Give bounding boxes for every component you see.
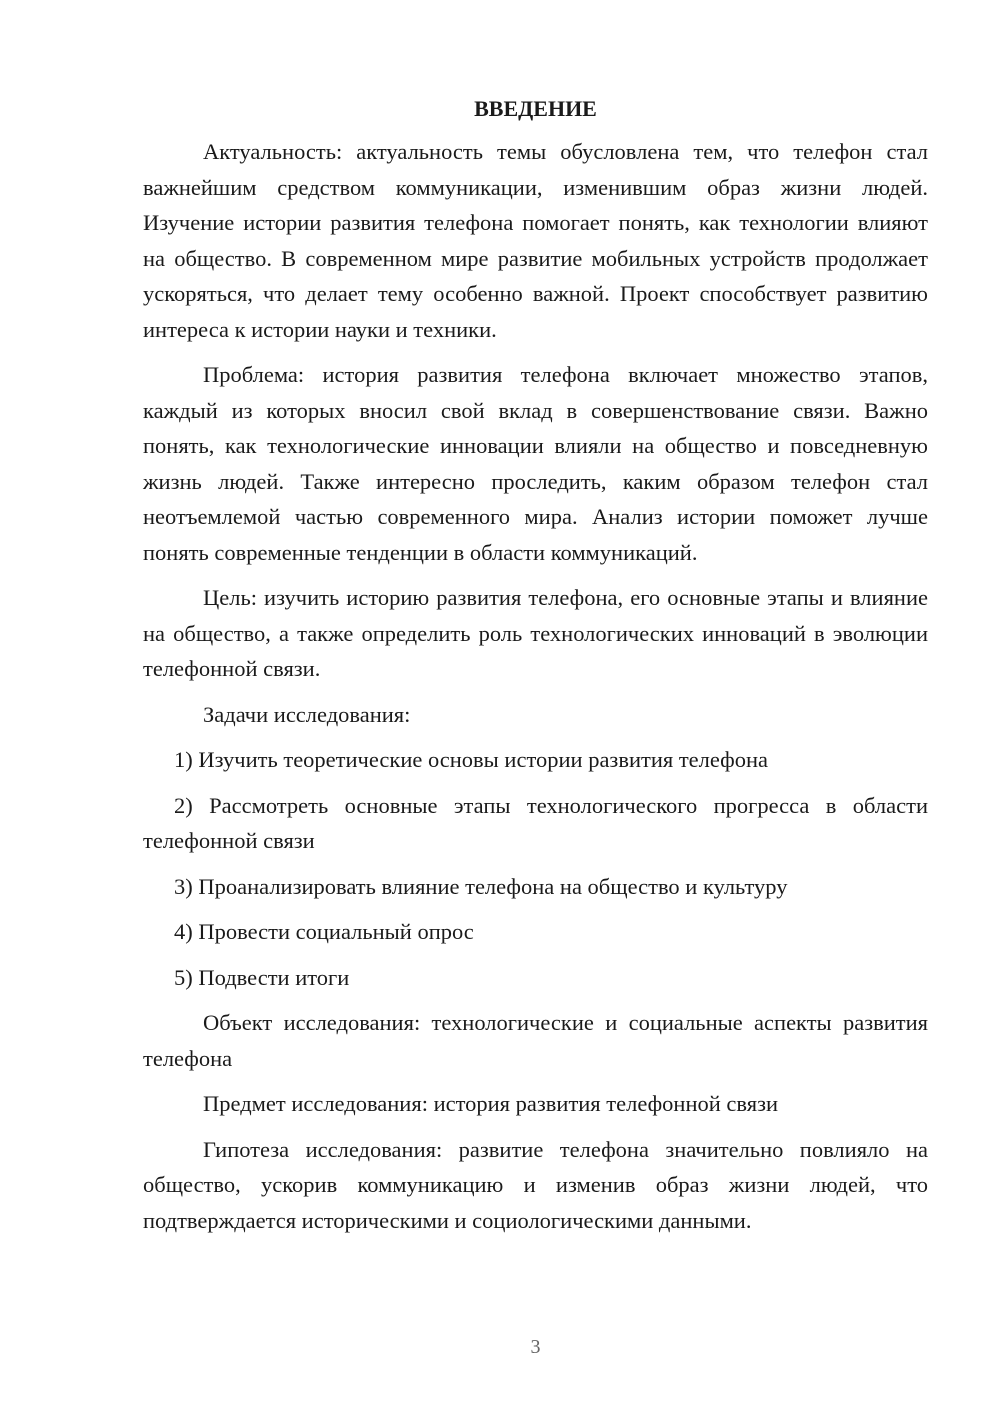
paragraph-subject: Предмет исследования: история развития телефонной связи — [203, 1091, 779, 1116]
tasks-heading: Задачи исследования: — [203, 701, 411, 727]
task-item-3: 3) Проанализировать влияние телефона на общество и культуру — [174, 873, 788, 899]
task-item-1: 1) Изучить теоретические основы истории развития телефона — [174, 747, 768, 772]
paragraph-hypothesis: Гипотеза исследования: развитие телефона значительно повлияло на общество, ускорив коммуникацию и изменив образ жизни людей, что подтверждается историческими и социологическими данными. — [143, 1136, 928, 1233]
section-title: ВВЕДЕНИЕ — [474, 96, 597, 121]
task-item-4: 4) Провести социальный опрос — [174, 919, 474, 944]
page-number: 3 — [530, 1336, 541, 1358]
document-body — [143, 92, 928, 1238]
paragraph-object: Объект исследования: технологические и социальные аспекты развития телефона — [143, 1010, 928, 1071]
paragraph-relevance: Актуальность: актуальность темы обусловлена тем, что телефон стал важнейшим средством коммуникации, изменившим образ жизни людей. Изучение истории развития телефона помогает понять, как технологии влияют на общество. В современном мире развитие мобильных устройств продолжает ускоряться, что делает тему особенно важной. Проект способствует развитию интереса к истории науки и техники. — [143, 139, 928, 342]
task-item-5: 5) Подвести итоги — [174, 964, 350, 990]
paragraph-goal: Цель: изучить историю развития телефона, его основные этапы и влияние на общество, а также определить роль технологических инноваций в эволюции телефонной связи. — [143, 585, 928, 681]
task-item-2: 2) Рассмотреть основные этапы технологического прогресса в области телефонной связи — [143, 792, 928, 853]
paragraph-problem: Проблема: история развития телефона включает множество этапов, каждый из которых вносил свой вклад в совершенствование связи. Важно понять, как технологические инновации влияли на общество и повседневную жизнь людей. Также интересно проследить, каким образом телефон стал неотъемлемой частью современного мира. Анализ истории поможет лучше понять современные тенденции в области коммуникаций. — [143, 362, 928, 565]
